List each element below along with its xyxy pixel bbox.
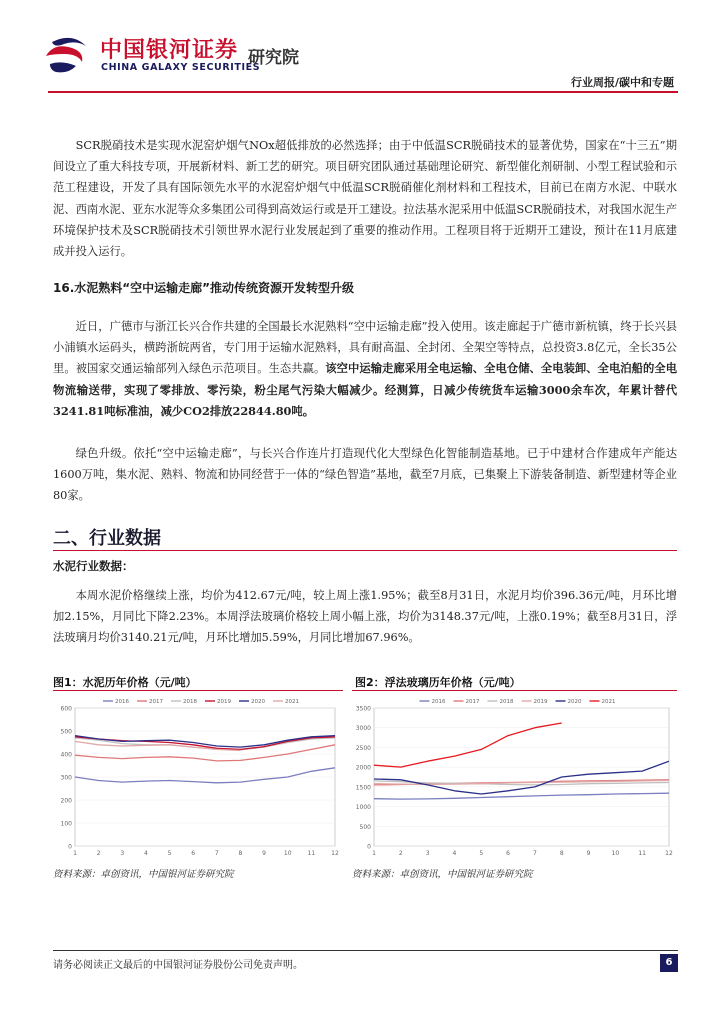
paragraph-air-corridor-text: 近日，广德市与浙江长兴合作共建的全国最长水泥熟料“空中运输走廊”投入使用。该走廊起于广德市新杭镇，终于长兴县小浦镇水运码头，横跨浙皖两省，专门用于运输水泥熟料，具有耐高温、全封闭、全架空等特点，总投资3.8亿元，全长35公里。被国家交通运输部列入绿色示范项目。生态共赢。 (53, 320, 677, 376)
x-tick-label: 8 (559, 850, 564, 857)
legend-label-2018: 2018 (183, 699, 197, 705)
legend-label-2021: 2021 (601, 699, 616, 705)
y-tick-label: 1000 (355, 804, 371, 812)
y-tick-label: 2000 (355, 764, 371, 772)
legend-label-2019: 2019 (217, 699, 231, 705)
y-tick-label: 0 (68, 843, 72, 851)
legend-label-2020: 2020 (251, 699, 265, 705)
x-tick-label: 1 (372, 850, 376, 857)
x-tick-label: 12 (331, 850, 339, 857)
subheading-cement-data: 水泥行业数据： (53, 559, 134, 573)
paragraph-scr: SCR脱硝技术是实现水泥窑炉烟气NOx超低排放的必然选择；由于中低温SCR脱硝技术的显著优势，国家在“十三五”期间设立了重大科技专项，开展新材料、新工艺的研究。项目研究团队通过基础理论研究、新型催化剂研制、小型工程试验和示范工程建设，开发了具有国际领先水平的水泥窑炉烟气中低温SCR脱硝催化剂材料和工程技术，目前已在南方水泥、中联水泥、西南水泥、亚东水泥等众多集团公司得到高效运行或是开工建设。拉法基水泥采用中低温SCR脱硝技术，对我国水泥生产环境保护技术及SCR脱硝技术引领世界水泥行业发展起到了重要的推动作用。工程项目将于近期开工建设，预计在11月底建成并投入运行。 (53, 139, 677, 259)
y-tick-label: 400 (60, 751, 72, 759)
series-line-2016 (75, 768, 335, 783)
x-tick-label: 6 (506, 850, 511, 857)
galaxy-logo-icon (42, 34, 92, 76)
institute-label: 研究院 (248, 48, 299, 68)
legend-label-2021: 2021 (285, 699, 299, 705)
legend-label-2016: 2016 (115, 699, 129, 705)
x-tick-label: 2 (398, 850, 403, 857)
legend-label-2017: 2017 (149, 699, 163, 705)
figure-1-source: 资料来源：卓创资讯，中国银河证券研究院 (53, 869, 234, 880)
section-divider (53, 550, 677, 551)
series-line-2020 (374, 761, 669, 794)
brand-name-cn: 中国银河证券 (100, 38, 239, 63)
x-tick-label: 10 (611, 850, 620, 857)
legend-label-2016: 2016 (431, 699, 446, 705)
series-line-2017 (75, 745, 335, 761)
figure-1-divider (53, 690, 343, 691)
disclaimer-text: 请务必阅读正文最后的中国银河证券股份公司免责声明。 (53, 960, 303, 971)
page-number: 6 (660, 954, 678, 972)
x-tick-label: 7 (532, 850, 537, 857)
x-tick-label: 8 (238, 850, 243, 857)
y-tick-label: 500 (60, 728, 72, 736)
legend-label-2017: 2017 (465, 699, 480, 705)
x-tick-label: 9 (586, 850, 591, 857)
paragraph-green-upgrade: 绿色升级。依托“空中运输走廊”，与长兴合作连片打造现代化大型绿色化智能制造基地。已于中建材合作建成年产能达1600万吨，集水泥、熟料、物流和协同经营于一体的“绿色智造”基地，截至7月底，已集聚上下游装备制造、新型建材等企业80家。 (53, 447, 677, 503)
y-tick-label: 1500 (355, 784, 371, 792)
y-tick-label: 100 (60, 820, 72, 828)
x-tick-label: 4 (452, 850, 457, 857)
x-tick-label: 3 (425, 850, 430, 857)
x-tick-label: 5 (479, 850, 484, 857)
x-tick-label: 12 (665, 850, 673, 857)
glass-price-chart (352, 694, 677, 862)
paragraph-air-corridor-bold: 该空中运输走廊采用全电运输、全电仓储、全电装卸、全电泊船的全电物流输送带，实现了零排放、零污染，粉尘尾气污染大幅减少。经测算，日减少传统货车运输3000余车次，年累计替代3241.81吨标准油，减少CO2排放22844.80吨。 (53, 361, 677, 418)
x-tick-label: 3 (120, 850, 125, 857)
y-tick-label: 0 (367, 843, 371, 851)
plot-frame (374, 708, 669, 846)
x-tick-label: 6 (191, 850, 196, 857)
paragraph-air-corridor (53, 316, 677, 422)
y-tick-label: 500 (359, 823, 371, 831)
x-tick-label: 11 (307, 850, 316, 857)
cement-price-chart (53, 694, 343, 862)
figure-2-divider (352, 690, 677, 691)
x-tick-label: 7 (214, 850, 219, 857)
legend-label-2020: 2020 (567, 699, 582, 705)
x-tick-label: 1 (73, 850, 77, 857)
figure-2-source: 资料来源：卓创资讯，中国银河证券研究院 (352, 869, 533, 880)
x-tick-label: 4 (143, 850, 148, 857)
paragraph-price-summary: 本周水泥价格继续上涨，均价为412.67元/吨，较上周上涨1.95%；截至8月31日，水泥月均价396.36元/吨，月环比增加2.15%，月同比下降2.23%。本周浮法玻璃价格较上周小幅上涨，均价为3148.37元/吨，上涨0.19%；截至8月31日，浮法玻璃月均价3140.21元/吨，月环比增加5.59%，月同比增加67.96%。 (53, 589, 677, 645)
legend-label-2019: 2019 (533, 699, 548, 705)
x-tick-label: 11 (638, 850, 647, 857)
y-tick-label: 300 (60, 774, 72, 782)
legend-label-2018: 2018 (499, 699, 514, 705)
series-line-2016 (374, 793, 669, 799)
header-divider (48, 91, 678, 93)
brand-name-en: CHINA GALAXY SECURITIES (101, 62, 261, 73)
section-title-industry-data: 二、行业数据 (53, 528, 161, 549)
x-tick-label: 5 (167, 850, 172, 857)
y-tick-label: 2500 (355, 744, 371, 752)
footer-divider (53, 950, 678, 951)
y-tick-label: 3500 (355, 705, 371, 713)
y-tick-label: 200 (60, 797, 72, 805)
x-tick-label: 2 (96, 850, 101, 857)
report-type-label: 行业周报/碳中和专题 (570, 76, 674, 89)
series-line-2021 (374, 723, 562, 767)
section-heading-16: 16.水泥熟料“空中运输走廊”推动传统资源开发转型升级 (53, 281, 355, 295)
x-tick-label: 9 (262, 850, 267, 857)
x-tick-label: 10 (283, 850, 292, 857)
figure-1-title: 图1：水泥历年价格（元/吨） (53, 676, 197, 689)
y-tick-label: 3000 (355, 725, 371, 733)
figure-2-title: 图2：浮法玻璃历年价格（元/吨） (355, 676, 521, 689)
y-tick-label: 600 (60, 705, 72, 713)
